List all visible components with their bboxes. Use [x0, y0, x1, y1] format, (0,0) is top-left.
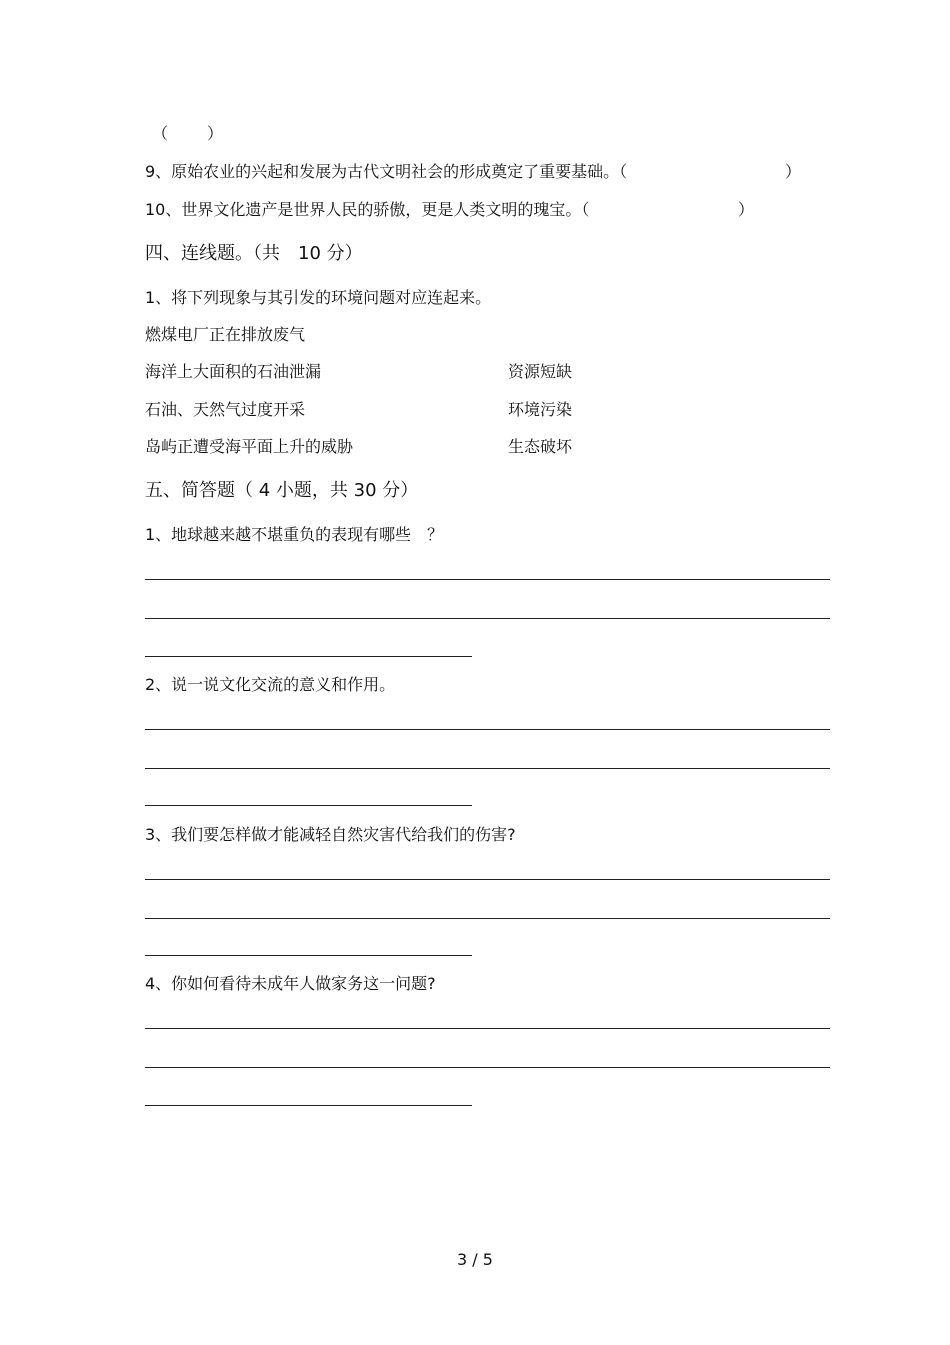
- short-answer-question-3: 3、我们要怎样做才能减轻自然灾害代给我们的伤害?: [145, 825, 516, 844]
- answer-line[interactable]: [145, 1105, 472, 1106]
- page-number: 3 / 5: [457, 1250, 493, 1269]
- answer-line[interactable]: [145, 656, 472, 657]
- short-answer-question-4: 4、你如何看待未成年人做家务这一问题?: [145, 974, 436, 993]
- section-4-heading: 四、连线题。（共 10 分）: [145, 243, 363, 264]
- answer-line[interactable]: [145, 618, 830, 619]
- short-answer-question-1: 1、地球越来越不堪重负的表现有哪些 ？: [145, 525, 444, 544]
- answer-line[interactable]: [145, 579, 830, 580]
- question-9-paren-close: ）: [785, 162, 802, 181]
- match-right-item: 环境污染: [508, 400, 573, 419]
- match-left-item: 石油、天然气过度开采: [145, 400, 306, 419]
- question-10: 10、世界文化遗产是世界人民的骄傲，更是人类文明的瑰宝。（: [145, 200, 590, 219]
- match-right-item: 资源短缺: [508, 362, 573, 381]
- section-4-question-1: 1、将下列现象与其引发的环境问题对应连起来。: [145, 288, 492, 307]
- answer-line[interactable]: [145, 768, 830, 769]
- match-left-item: 岛屿正遭受海平面上升的威胁: [145, 437, 354, 456]
- answer-line[interactable]: [145, 918, 830, 919]
- match-left-item: 燃煤电厂正在排放废气: [145, 325, 306, 344]
- short-answer-question-2: 2、说一说文化交流的意义和作用。: [145, 675, 396, 694]
- question-10-paren-close: ）: [738, 200, 755, 219]
- answer-paren-close: ）: [207, 124, 224, 143]
- section-5-heading: 五、简答题（ 4 小题，共 30 分）: [145, 480, 419, 501]
- answer-line[interactable]: [145, 1028, 830, 1029]
- answer-line[interactable]: [145, 729, 830, 730]
- answer-line[interactable]: [145, 955, 472, 956]
- answer-line[interactable]: [145, 1067, 830, 1068]
- answer-line[interactable]: [145, 805, 472, 806]
- answer-line[interactable]: [145, 879, 830, 880]
- question-9: 9、原始农业的兴起和发展为古代文明社会的形成奠定了重要基础。（: [145, 162, 628, 181]
- match-right-item: 生态破坏: [508, 437, 573, 456]
- match-left-item: 海洋上大面积的石油泄漏: [145, 362, 322, 381]
- answer-paren-open: （: [152, 124, 169, 143]
